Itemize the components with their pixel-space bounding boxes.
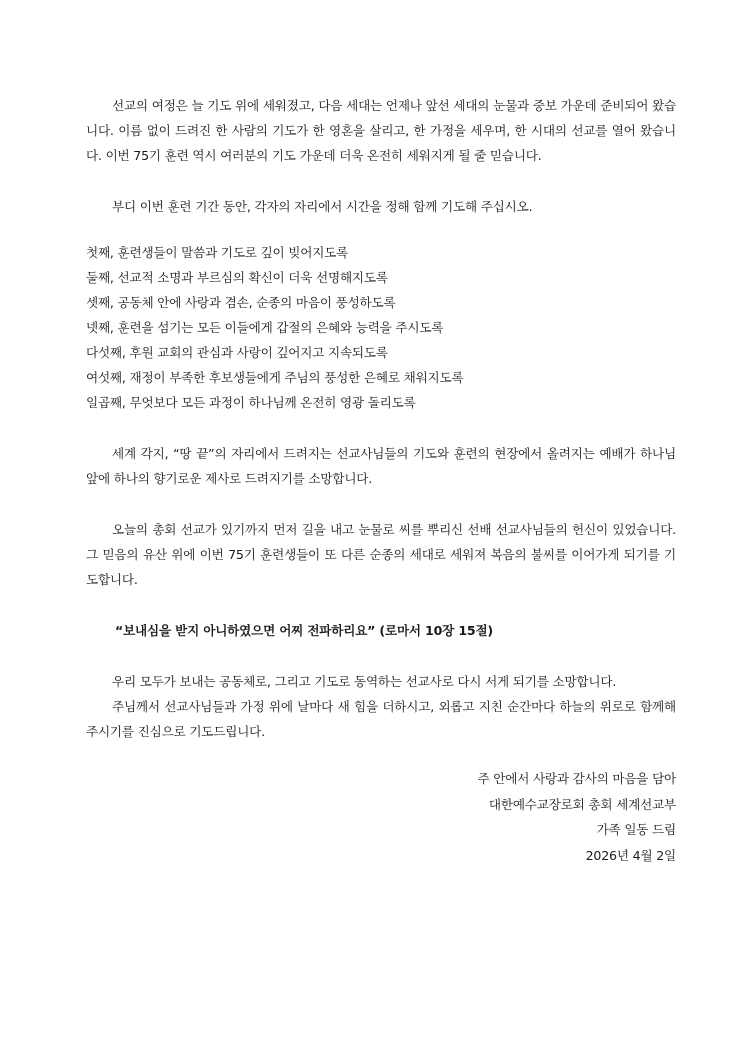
paragraph-hope: 우리 모두가 보내는 공동체로, 그리고 기도로 동역하는 선교사로 다시 서게 되기를 소망합니다. [112,674,617,689]
paragraph-worship: 세계 각지, “땅 끝”의 자리에서 드려지는 선교사님들의 기도와 훈련의 현장에서 올려지는 예배가 하나님 앞에 하나의 향기로운 제사로 드려지기를 소망합니다. [86,446,676,486]
closing-sender: 가족 일동 드림 [596,822,676,837]
closing-date: 2026년 4월 2일 [585,847,676,863]
letter-closing [86,766,676,868]
prayer-item-1: 첫째, 훈련생들이 말씀과 기도로 깊이 빚어지도록 [86,245,349,260]
prayer-item-5: 다섯째, 후원 교회의 관심과 사랑이 깊어지고 지속되도록 [86,345,388,360]
prayer-item-3: 셋째, 공동체 안에 사랑과 겸손, 순종의 마음이 풍성하도록 [86,295,396,310]
prayer-item-2: 둘째, 선교적 소명과 부르심의 확신이 더욱 선명해지도록 [86,270,388,285]
paragraph-legacy: 오늘의 총회 선교가 있기까지 먼저 길을 내고 눈물로 씨를 뿌리신 선배 선교사님들의 헌신이 있었습니다. 그 믿음의 유산 위에 이번 75기 훈련생들이 또 다른 순종의 세대로 세워져 복음의 불씨를 이어가게 되기를 기도합니다. [86,522,676,587]
prayer-item-6: 여섯째, 재정이 부족한 후보생들에게 주님의 풍성한 은혜로 채워지도록 [86,370,464,385]
bible-verse: “보내심을 받지 아니하였으면 어찌 전파하리요” (로마서 10장 15절) [115,623,493,638]
prayer-list [86,240,676,415]
prayer-item-4: 넷째, 훈련을 섬기는 모든 이들에게 갑절의 은혜와 능력을 주시도록 [86,320,444,335]
prayer-item-7: 일곱째, 무엇보다 모든 과정이 하나님께 온전히 영광 돌리도록 [86,395,416,410]
closing-organization: 대한예수교장로회 총회 세계선교부 [488,796,676,812]
paragraph-intro: 선교의 여정은 늘 기도 위에 세워졌고, 다음 세대는 언제나 앞선 세대의 눈물과 중보 가운데 준비되어 왔습니다. 이름 없이 드려진 한 사람의 기도가 한 영혼을 살리고, 한 가정을 세우며, 한 시대의 선교를 열어 왔습니다. 이번 75기 훈련 역시 여러분의 기도 가운데 더욱 온전히 세워지게 될 줄 믿습니다. [86,98,676,163]
closing-greeting: 주 안에서 사랑과 감사의 마음을 담아 [477,771,676,786]
letter-page [86,93,676,868]
paragraph-blessing: 주님께서 선교사님들과 가정 위에 날마다 새 힘을 더하시고, 외롭고 지친 순간마다 하늘의 위로로 함께해 주시기를 진심으로 기도드립니다. [86,699,676,739]
paragraph-request: 부디 이번 훈련 기간 동안, 각자의 자리에서 시간을 정해 함께 기도해 주십시오. [112,199,533,214]
